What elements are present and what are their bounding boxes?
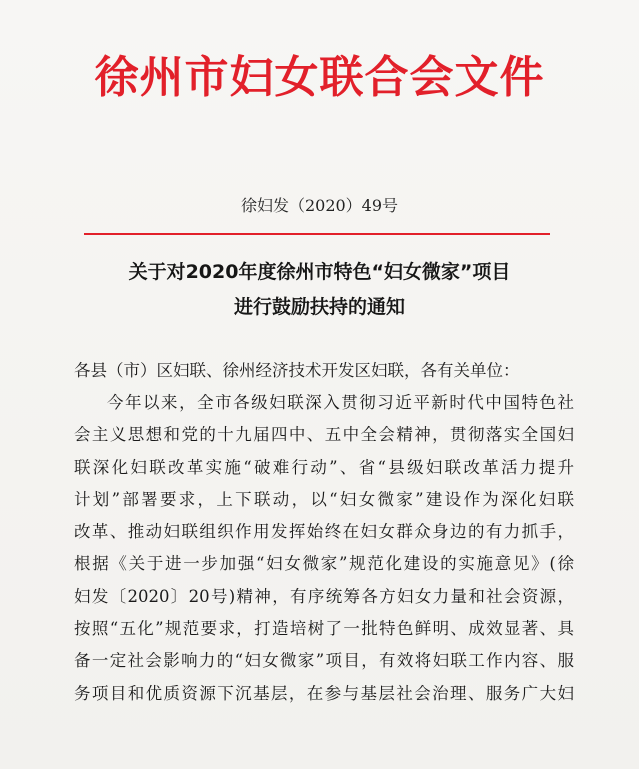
notice-title-line-2: 进行鼓励扶持的通知 bbox=[233, 296, 405, 318]
notice-title bbox=[0, 255, 639, 325]
body-line: 今年以来，全市各级妇联深入贯彻习近平新时代中国特色社 bbox=[107, 393, 574, 412]
body-line: 务项目和优质资源下沉基层，在参与基层社会治理、服务广大妇 bbox=[74, 683, 574, 703]
body-line: 备一定社会影响力的“妇女微家”项目，有效将妇联工作内容、服 bbox=[74, 651, 574, 671]
body-line: 根据《关于进一步加强“妇女微家”规范化建设的实施意见》(徐 bbox=[74, 554, 574, 574]
body-line: 按照“五化”规范要求，打造培树了一批特色鲜明、成效显著、具 bbox=[74, 619, 574, 639]
body-line: 会主义思想和党的十九届四中、五中全会精神，贯彻落实全国妇 bbox=[74, 425, 574, 445]
red-divider-rule bbox=[84, 233, 550, 235]
document-number: 徐妇发（2020）49号 bbox=[240, 196, 399, 215]
body-line: 联深化妇联改革实施“破难行动”、省“县级妇联改革活力提升 bbox=[74, 457, 574, 477]
body-line: 计划”部署要求，上下联动，以“妇女微家”建设作为深化妇联 bbox=[74, 489, 574, 509]
issuer-masthead: 徐州市妇女联合会文件 bbox=[94, 52, 545, 103]
notice-title-line-1: 关于对2020年度徐州市特色“妇女微家”项目 bbox=[128, 261, 511, 283]
body-line: 改革、推动妇联组织作用发挥始终在妇女群众身边的有力抓手， bbox=[74, 522, 574, 542]
body-line: 妇发〔2020〕20号)精神，有序统筹各方妇女力量和社会资源， bbox=[74, 586, 574, 606]
body-text bbox=[74, 387, 574, 710]
salutation: 各县（市）区妇联、徐州经济技术开发区妇联，各有关单位： bbox=[74, 361, 520, 380]
